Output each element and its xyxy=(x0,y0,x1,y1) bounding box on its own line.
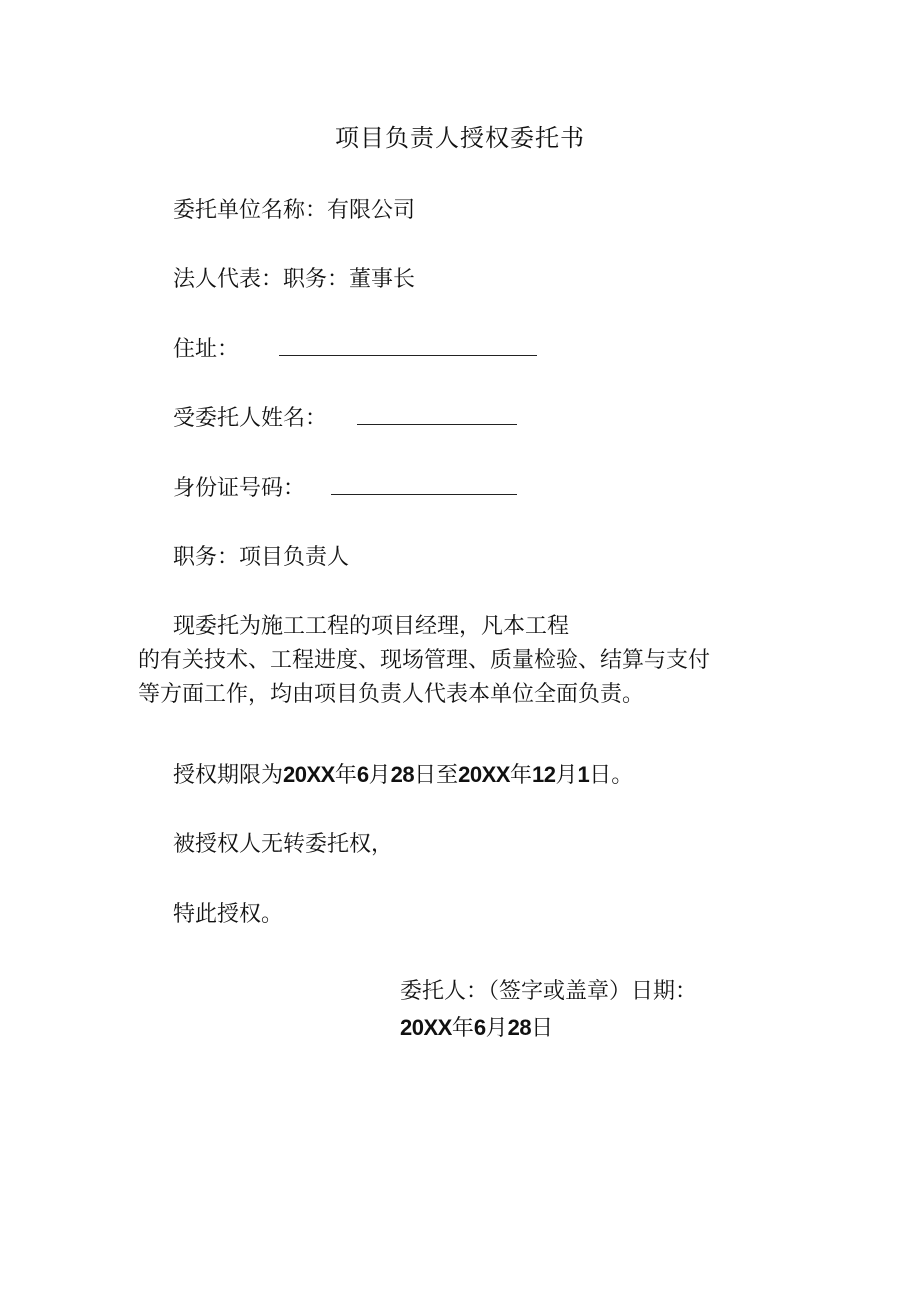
period-end-month-unit: 月 xyxy=(555,763,578,788)
signature-date-year-unit: 年 xyxy=(451,1016,474,1041)
signature-date-month-unit: 月 xyxy=(485,1016,508,1041)
trustee-name-line xyxy=(173,402,517,436)
address-label: 住址： xyxy=(173,337,240,362)
period-prefix: 授权期限为 xyxy=(173,763,284,788)
paragraph-line-3: 等方面工作，均由项目负责人代表本单位全面负责。 xyxy=(138,682,645,707)
document-title: 项目负责人授权委托书 xyxy=(335,124,585,152)
period-end-month: 12 xyxy=(531,762,556,787)
id-number-label: 身份证号码： xyxy=(173,476,306,501)
position-line: 职务：项目负责人 xyxy=(173,545,350,570)
entrusting-unit-line: 委托单位名称：有限公司 xyxy=(173,198,416,223)
period-end-day: 1 xyxy=(577,762,590,787)
signature-date-day-unit: 日 xyxy=(531,1016,554,1041)
authorization-paragraph xyxy=(138,610,798,712)
no-transfer-line: 被授权人无转委托权， xyxy=(173,832,394,857)
period-end-year-unit: 年 xyxy=(509,763,532,788)
id-number-blank[interactable] xyxy=(331,472,517,495)
trustee-name-blank[interactable] xyxy=(357,402,517,425)
paragraph-line-1: 现委托为施工工程的项目经理，凡本工程 xyxy=(173,614,570,639)
period-start-day: 28 xyxy=(390,762,415,787)
legal-representative-line: 法人代表：职务：董事长 xyxy=(173,267,416,292)
authorization-period-line xyxy=(173,758,633,793)
period-start-month: 6 xyxy=(356,762,369,787)
period-start-year: 20XX xyxy=(283,762,335,787)
address-line xyxy=(173,333,537,367)
period-end-day-unit: 日。 xyxy=(589,763,634,788)
address-blank[interactable] xyxy=(279,333,537,356)
signature-date-day: 28 xyxy=(507,1015,532,1040)
trustee-name-label: 受委托人姓名： xyxy=(173,406,328,431)
signature-date xyxy=(400,1012,553,1045)
period-start-year-unit: 年 xyxy=(334,763,357,788)
signature-date-year: 20XX xyxy=(400,1015,452,1040)
period-start-month-unit: 月 xyxy=(368,763,391,788)
paragraph-line-2: 的有关技术、工程进度、现场管理、质量检验、结算与支付 xyxy=(138,648,711,673)
period-start-day-unit: 日至 xyxy=(414,763,459,788)
signature-line: 委托人：（签字或盖章）日期： xyxy=(400,979,698,1004)
period-end-year: 20XX xyxy=(458,762,510,787)
id-number-line xyxy=(173,472,517,506)
signature-date-month: 6 xyxy=(473,1015,486,1040)
closing-line: 特此授权。 xyxy=(173,902,284,927)
